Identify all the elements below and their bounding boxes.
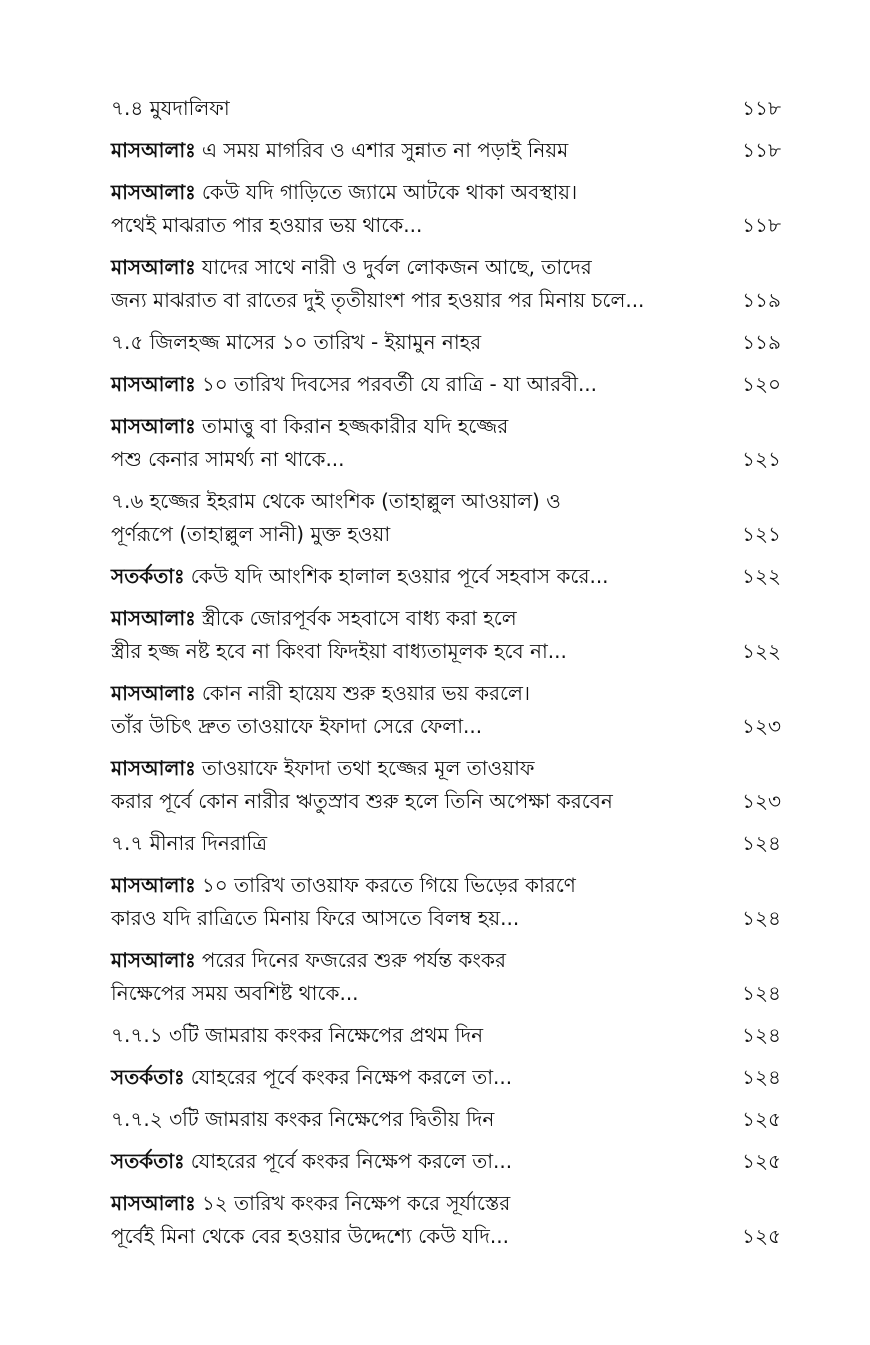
toc-entry-line xyxy=(111,326,711,359)
toc-entry-title: ৭.৬ হজ্জের ইহরাম থেকে আংশিক (তাহাল্লুল আওয়াল) ও xyxy=(111,489,561,513)
toc-entry-text xyxy=(111,944,711,1010)
toc-entry-title: করার পূর্বে কোন নারীর ঋতুস্রাব শুরু হলে তিনি অপেক্ষা করবেন xyxy=(111,789,613,813)
toc-entry-page-number: ১১৮ xyxy=(742,96,781,120)
toc-entry-title: তাঁর উচিৎ দ্রুত তাওয়াফে ইফাদা সেরে ফেলা... xyxy=(111,714,483,738)
toc-entry-line xyxy=(111,92,711,125)
toc-entry xyxy=(111,251,781,317)
toc-entry-page-number: ১২৪ xyxy=(742,906,781,930)
toc-entry-label: মাসআলাঃ xyxy=(111,681,196,705)
toc-entry-line xyxy=(111,1187,711,1220)
toc-entry-line xyxy=(111,1103,711,1136)
toc-entry-title: ৭.৫ জিলহজ্জ মাসের ১০ তারিখ - ইয়ামুন নাহর xyxy=(111,330,482,354)
toc-entry-page-number: ১২৪ xyxy=(742,1023,781,1047)
toc-entry-label: মাসআলাঃ xyxy=(111,1191,196,1215)
toc-entry-label: মাসআলাঃ xyxy=(111,414,196,438)
toc-entry-label: মাসআলাঃ xyxy=(111,873,196,897)
toc-entry-title: স্ত্রীকে জোরপূর্বক সহবাসে বাধ্য করা হলে xyxy=(201,606,517,630)
toc-entry-label: মাসআলাঃ xyxy=(111,138,196,162)
toc-entry xyxy=(111,1019,781,1052)
toc-entry-page-number: ১২৪ xyxy=(742,831,781,855)
toc-entry-text xyxy=(111,1061,711,1094)
toc-entry xyxy=(111,1145,781,1178)
toc-entry-line xyxy=(111,710,711,743)
toc-entry xyxy=(111,1187,781,1253)
toc-entry xyxy=(111,326,781,359)
toc-entry-line xyxy=(111,1019,711,1052)
toc-entry-text xyxy=(111,176,711,242)
toc-entry-page-number: ১১৯ xyxy=(742,330,781,354)
toc-entry-text xyxy=(111,1145,711,1178)
toc-entry xyxy=(111,92,781,125)
toc-entry-page-number: ১২৫ xyxy=(742,1107,781,1131)
toc-entry xyxy=(111,827,781,860)
toc-entry-text xyxy=(111,410,711,476)
toc-entry xyxy=(111,1103,781,1136)
toc-entry-label: মাসআলাঃ xyxy=(111,756,196,780)
toc-entry-title: এ সময় মাগরিব ও এশার সুন্নাত না পড়াই নিয়ম xyxy=(201,138,569,162)
toc-entry xyxy=(111,560,781,593)
toc-entry-page-number: ১১৯ xyxy=(742,288,781,312)
toc-entry-page-number: ১২৩ xyxy=(742,714,781,738)
toc-entry-line xyxy=(111,176,711,209)
toc-entry-page-number: ১১৮ xyxy=(742,213,781,237)
toc-entry xyxy=(111,368,781,401)
toc-entry-line xyxy=(111,134,711,167)
toc-entry-line xyxy=(111,869,711,902)
toc-entry-line xyxy=(111,485,711,518)
toc-entry-title: যাদের সাথে নারী ও দুর্বল লোকজন আছে, তাদের xyxy=(201,255,592,279)
toc-entry-line xyxy=(111,944,711,977)
toc-entry-label: সতর্কতাঃ xyxy=(111,564,185,588)
toc-entry-line xyxy=(111,518,711,551)
toc-entry xyxy=(111,752,781,818)
toc-entry-text xyxy=(111,1019,711,1052)
toc-entry-title: তাওয়াফে ইফাদা তথা হজ্জের মূল তাওয়াফ xyxy=(201,756,535,780)
toc-entry-title: স্ত্রীর হজ্জ নষ্ট হবে না কিংবা ফিদইয়া বাধ্যতামূলক হবে না... xyxy=(111,639,567,663)
toc-entry-line xyxy=(111,752,711,785)
toc-entry-title: কেউ যদি আংশিক হালাল হওয়ার পূর্বে সহবাস করে... xyxy=(190,564,609,588)
toc-entry-page-number: ১২১ xyxy=(742,522,781,546)
toc-entry-label: মাসআলাঃ xyxy=(111,180,196,204)
toc-entry-title: ১০ তারিখ দিবসের পরবর্তী যে রাত্রি - যা আরবী... xyxy=(201,372,598,396)
toc-entry-page-number: ১২২ xyxy=(742,639,781,663)
toc-entry-text xyxy=(111,869,711,935)
toc-entry-title: পশু কেনার সামর্থ্য না থাকে... xyxy=(111,447,345,471)
toc-entry-title: কোন নারী হায়েয শুরু হওয়ার ভয় করলে। xyxy=(201,681,531,705)
toc-entry-line xyxy=(111,209,711,242)
toc-entry-page-number: ১২৪ xyxy=(742,981,781,1005)
toc-entry xyxy=(111,677,781,743)
toc-entry-label: মাসআলাঃ xyxy=(111,255,196,279)
toc-entry-title: কারও যদি রাত্রিতে মিনায় ফিরে আসতে বিলম্ব হয়... xyxy=(111,906,520,930)
toc-entry xyxy=(111,176,781,242)
toc-entry-text xyxy=(111,560,711,593)
toc-entry-line xyxy=(111,827,711,860)
toc-entry-title: ৭.৭.২ ৩টি জামরায় কংকর নিক্ষেপের দ্বিতীয় দিন xyxy=(111,1107,495,1131)
toc-entry-label: সতর্কতাঃ xyxy=(111,1065,185,1089)
toc-entry-line xyxy=(111,410,711,443)
toc-entry-text xyxy=(111,134,711,167)
toc-entry-line xyxy=(111,1061,711,1094)
toc-entry-title: ৭.৪ মুযদালিফা xyxy=(111,96,230,120)
toc-entry-page-number: ১২০ xyxy=(742,372,781,396)
toc-entry-line xyxy=(111,635,711,668)
toc-entry-page-number: ১২৫ xyxy=(742,1224,781,1248)
toc-entry xyxy=(111,602,781,668)
toc-entry-title: কেউ যদি গাড়িতে জ্যামে আটকে থাকা অবস্থায়। xyxy=(201,180,578,204)
table-of-contents xyxy=(111,92,781,1262)
toc-entry-line xyxy=(111,560,711,593)
toc-entry-text xyxy=(111,602,711,668)
toc-entry-line xyxy=(111,977,711,1010)
toc-entry xyxy=(111,134,781,167)
toc-entry-label: সতর্কতাঃ xyxy=(111,1149,185,1173)
toc-entry-page-number: ১২৩ xyxy=(742,789,781,813)
toc-entry-text xyxy=(111,251,711,317)
toc-entry-line xyxy=(111,1220,711,1253)
toc-entry-label: মাসআলাঃ xyxy=(111,606,196,630)
toc-entry xyxy=(111,410,781,476)
toc-entry-title: যোহরের পূর্বে কংকর নিক্ষেপ করলে তা... xyxy=(190,1149,513,1173)
toc-entry-text xyxy=(111,827,711,860)
toc-entry-title: পরের দিনের ফজরের শুরু পর্যন্ত কংকর xyxy=(201,948,507,972)
toc-entry-line xyxy=(111,1145,711,1178)
toc-entry xyxy=(111,1061,781,1094)
toc-entry xyxy=(111,485,781,551)
toc-entry-title: নিক্ষেপের সময় অবশিষ্ট থাকে... xyxy=(111,981,359,1005)
toc-entry-title: পূর্বেই মিনা থেকে বের হওয়ার উদ্দেশ্যে কেউ যদি... xyxy=(111,1224,509,1248)
toc-entry xyxy=(111,869,781,935)
toc-entry-line xyxy=(111,602,711,635)
toc-entry-text xyxy=(111,92,711,125)
toc-entry-text xyxy=(111,485,711,551)
toc-entry-line xyxy=(111,902,711,935)
toc-entry-text xyxy=(111,677,711,743)
toc-entry-title: ৭.৭.১ ৩টি জামরায় কংকর নিক্ষেপের প্রথম দিন xyxy=(111,1023,484,1047)
toc-entry-line xyxy=(111,677,711,710)
toc-entry-page-number: ১২২ xyxy=(742,564,781,588)
toc-entry-title: ১০ তারিখ তাওয়াফ করতে গিয়ে ভিড়ের কারণে xyxy=(201,873,576,897)
toc-entry-text xyxy=(111,326,711,359)
toc-entry-label: মাসআলাঃ xyxy=(111,372,196,396)
toc-entry-text xyxy=(111,1187,711,1253)
toc-entry-title: জন্য মাঝরাত বা রাতের দুই তৃতীয়াংশ পার হওয়ার পর মিনায় চলে... xyxy=(111,288,645,312)
toc-entry-page-number: ১২১ xyxy=(742,447,781,471)
toc-entry xyxy=(111,944,781,1010)
toc-entry-line xyxy=(111,284,711,317)
toc-entry-text xyxy=(111,752,711,818)
toc-entry-title: পথেই মাঝরাত পার হওয়ার ভয় থাকে... xyxy=(111,213,423,237)
toc-entry-title: ৭.৭ মীনার দিনরাত্রি xyxy=(111,831,268,855)
toc-entry-text xyxy=(111,368,711,401)
toc-entry-title: পূর্ণরূপে (তাহাল্লুল সানী) মুক্ত হওয়া xyxy=(111,522,391,546)
toc-entry-label: মাসআলাঃ xyxy=(111,948,196,972)
toc-entry-line xyxy=(111,443,711,476)
toc-entry-page-number: ১২৪ xyxy=(742,1065,781,1089)
toc-entry-text xyxy=(111,1103,711,1136)
toc-entry-line xyxy=(111,251,711,284)
toc-entry-page-number: ১২৫ xyxy=(742,1149,781,1173)
toc-entry-title: যোহরের পূর্বে কংকর নিক্ষেপ করলে তা... xyxy=(190,1065,513,1089)
toc-entry-title: ১২ তারিখ কংকর নিক্ষেপ করে সূর্যাস্তের xyxy=(201,1191,511,1215)
toc-entry-line xyxy=(111,368,711,401)
toc-entry-title: তামাত্তু বা কিরান হজ্জকারীর যদি হজ্জের xyxy=(201,414,509,438)
toc-entry-line xyxy=(111,785,711,818)
toc-entry-page-number: ১১৮ xyxy=(742,138,781,162)
